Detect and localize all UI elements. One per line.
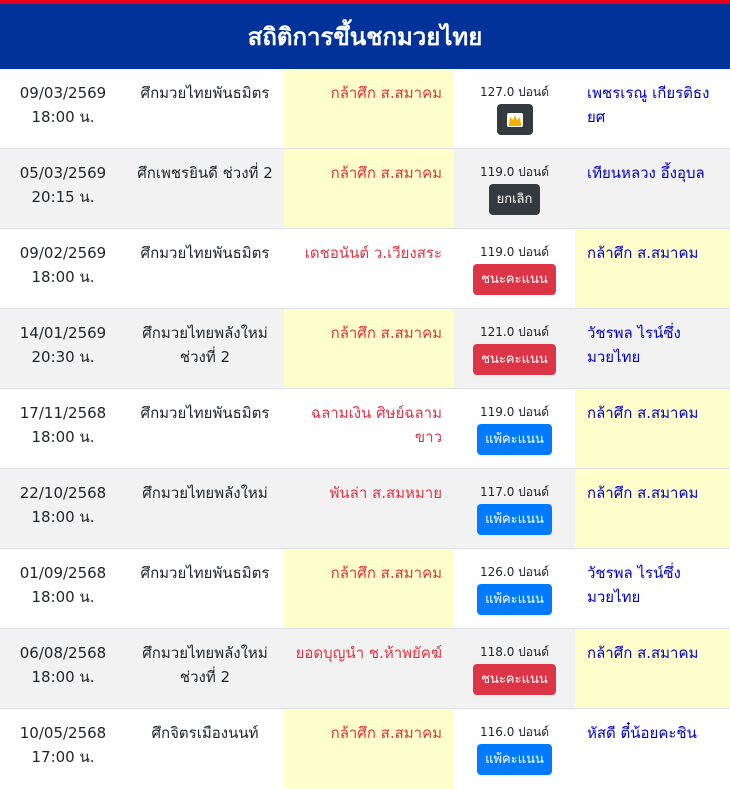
table-row: [0, 309, 730, 389]
table-row: [0, 469, 730, 549]
blue-corner-fighter[interactable]: กล้าศึก ส.สมาคม: [575, 229, 730, 308]
red-corner-fighter[interactable]: พันล่า ส.สมหมาย: [329, 484, 442, 502]
fight-date: 10/05/2568: [19, 724, 107, 742]
result-cell: [454, 69, 575, 148]
fight-date-cell: [0, 149, 126, 228]
red-corner-fighter[interactable]: กล้าศึก ส.สมาคม: [284, 309, 454, 388]
weight: 127.0 ปอนด์: [480, 85, 549, 99]
result-cell: [454, 469, 575, 548]
fight-time: 20:15 น.: [31, 188, 95, 206]
red-corner-fighter[interactable]: กล้าศึก ส.สมาคม: [284, 709, 454, 789]
event-name[interactable]: ศึกจิตรเมืองนนท์: [151, 724, 259, 742]
fight-time: 20:30 น.: [31, 348, 95, 366]
event-name[interactable]: ศึกมวยไทยพันธมิตร: [140, 404, 270, 422]
blue-corner-fighter[interactable]: หัสดี ตี๋น้อยคะชิน: [587, 724, 697, 742]
fight-date: 14/01/2569: [19, 324, 107, 342]
fight-time: 18:00 น.: [31, 668, 95, 686]
red-corner-fighter[interactable]: กล้าศึก ส.สมาคม: [284, 69, 454, 148]
weight: 119.0 ปอนด์: [480, 245, 549, 259]
blue-corner-fighter[interactable]: กล้าศึก ส.สมาคม: [575, 389, 730, 468]
red-corner-fighter[interactable]: เดชอนันต์ ว.เวียงสระ: [304, 244, 442, 262]
fight-date: 22/10/2568: [19, 484, 107, 502]
result-cell: [454, 229, 575, 308]
weight: 116.0 ปอนด์: [480, 725, 549, 739]
blue-corner-fighter[interactable]: เทียนหลวง อึ้งอุบล: [587, 164, 705, 182]
result-badge-loss: แพ้คะแนน: [477, 424, 552, 455]
event-name[interactable]: ศึกมวยไทยพลังใหม่: [142, 484, 268, 502]
red-corner-fighter[interactable]: ยอดบุญนำ ช.ห้าพยัคฆ์: [295, 644, 442, 662]
fight-time: 18:00 น.: [31, 108, 95, 126]
fight-date-cell: [0, 629, 126, 708]
fight-date: 05/03/2569: [19, 164, 107, 182]
event-name[interactable]: ศึกมวยไทยพลังใหม่ ช่วงที่ 2: [142, 644, 268, 686]
blue-corner-fighter[interactable]: วัชรพล ไรน์ซึ่งมวยไทย: [587, 564, 681, 606]
event-name[interactable]: ศึกมวยไทยพลังใหม่ ช่วงที่ 2: [142, 324, 268, 366]
table-row: [0, 389, 730, 469]
table-row: [0, 229, 730, 309]
table-row: [0, 549, 730, 629]
weight: 117.0 ปอนด์: [480, 485, 549, 499]
fight-date: 17/11/2568: [19, 404, 107, 422]
event-name[interactable]: ศึกมวยไทยพันธมิตร: [140, 84, 270, 102]
red-corner-fighter[interactable]: ฉลามเงิน ศิษย์ฉลามขาว: [310, 404, 442, 446]
blue-corner-fighter[interactable]: กล้าศึก ส.สมาคม: [575, 629, 730, 708]
result-badge-loss: แพ้คะแนน: [477, 504, 552, 535]
fight-date: 06/08/2568: [19, 644, 107, 662]
table-row: [0, 709, 730, 789]
fight-date-cell: [0, 469, 126, 548]
fight-time: 18:00 น.: [31, 268, 95, 286]
weight: 126.0 ปอนด์: [480, 565, 549, 579]
fight-time: 18:00 น.: [31, 508, 95, 526]
result-cell: [454, 549, 575, 628]
weight: 119.0 ปอนด์: [480, 165, 549, 179]
weight: 121.0 ปอนด์: [480, 325, 549, 339]
table-row: [0, 629, 730, 709]
blue-corner-fighter[interactable]: กล้าศึก ส.สมาคม: [575, 469, 730, 548]
fight-time: 18:00 น.: [31, 588, 95, 606]
fight-date-cell: [0, 709, 126, 789]
fight-date-cell: [0, 309, 126, 388]
fight-time: 18:00 น.: [31, 428, 95, 446]
result-badge-cancelled: ยกเลิก: [489, 184, 541, 215]
fight-date: 01/09/2568: [19, 564, 107, 582]
fight-record-table: [0, 69, 730, 789]
result-cell: [454, 389, 575, 468]
result-cell: [454, 149, 575, 228]
page-title: สถิติการขึ้นชกมวยไทย: [0, 4, 730, 69]
fight-date: 09/03/2569: [19, 84, 107, 102]
result-badge-loss: แพ้คะแนน: [477, 744, 552, 775]
crown-icon: [497, 104, 533, 135]
result-cell: [454, 309, 575, 388]
weight: 119.0 ปอนด์: [480, 405, 549, 419]
event-name[interactable]: ศึกเพชรยินดี ช่วงที่ 2: [137, 164, 273, 182]
red-corner-fighter[interactable]: กล้าศึก ส.สมาคม: [284, 149, 454, 228]
weight: 118.0 ปอนด์: [480, 645, 549, 659]
fight-date-cell: [0, 69, 126, 148]
event-name[interactable]: ศึกมวยไทยพันธมิตร: [140, 564, 270, 582]
table-row: [0, 69, 730, 149]
result-badge-win: ชนะคะแนน: [473, 264, 556, 295]
red-corner-fighter[interactable]: กล้าศึก ส.สมาคม: [284, 549, 454, 628]
fight-date-cell: [0, 229, 126, 308]
fight-date-cell: [0, 549, 126, 628]
table-row: [0, 149, 730, 229]
blue-corner-fighter[interactable]: เพชรเรณู เกียรติธงยศ: [587, 84, 710, 126]
event-name[interactable]: ศึกมวยไทยพันธมิตร: [140, 244, 270, 262]
fight-date-cell: [0, 389, 126, 468]
result-badge-win: ชนะคะแนน: [473, 664, 556, 695]
fight-date: 09/02/2569: [19, 244, 107, 262]
result-badge-loss: แพ้คะแนน: [477, 584, 552, 615]
result-cell: [454, 629, 575, 708]
result-badge-win: ชนะคะแนน: [473, 344, 556, 375]
result-cell: [454, 709, 575, 789]
fight-time: 17:00 น.: [31, 748, 95, 766]
blue-corner-fighter[interactable]: วัชรพล ไรน์ซึ่งมวยไทย: [587, 324, 681, 366]
